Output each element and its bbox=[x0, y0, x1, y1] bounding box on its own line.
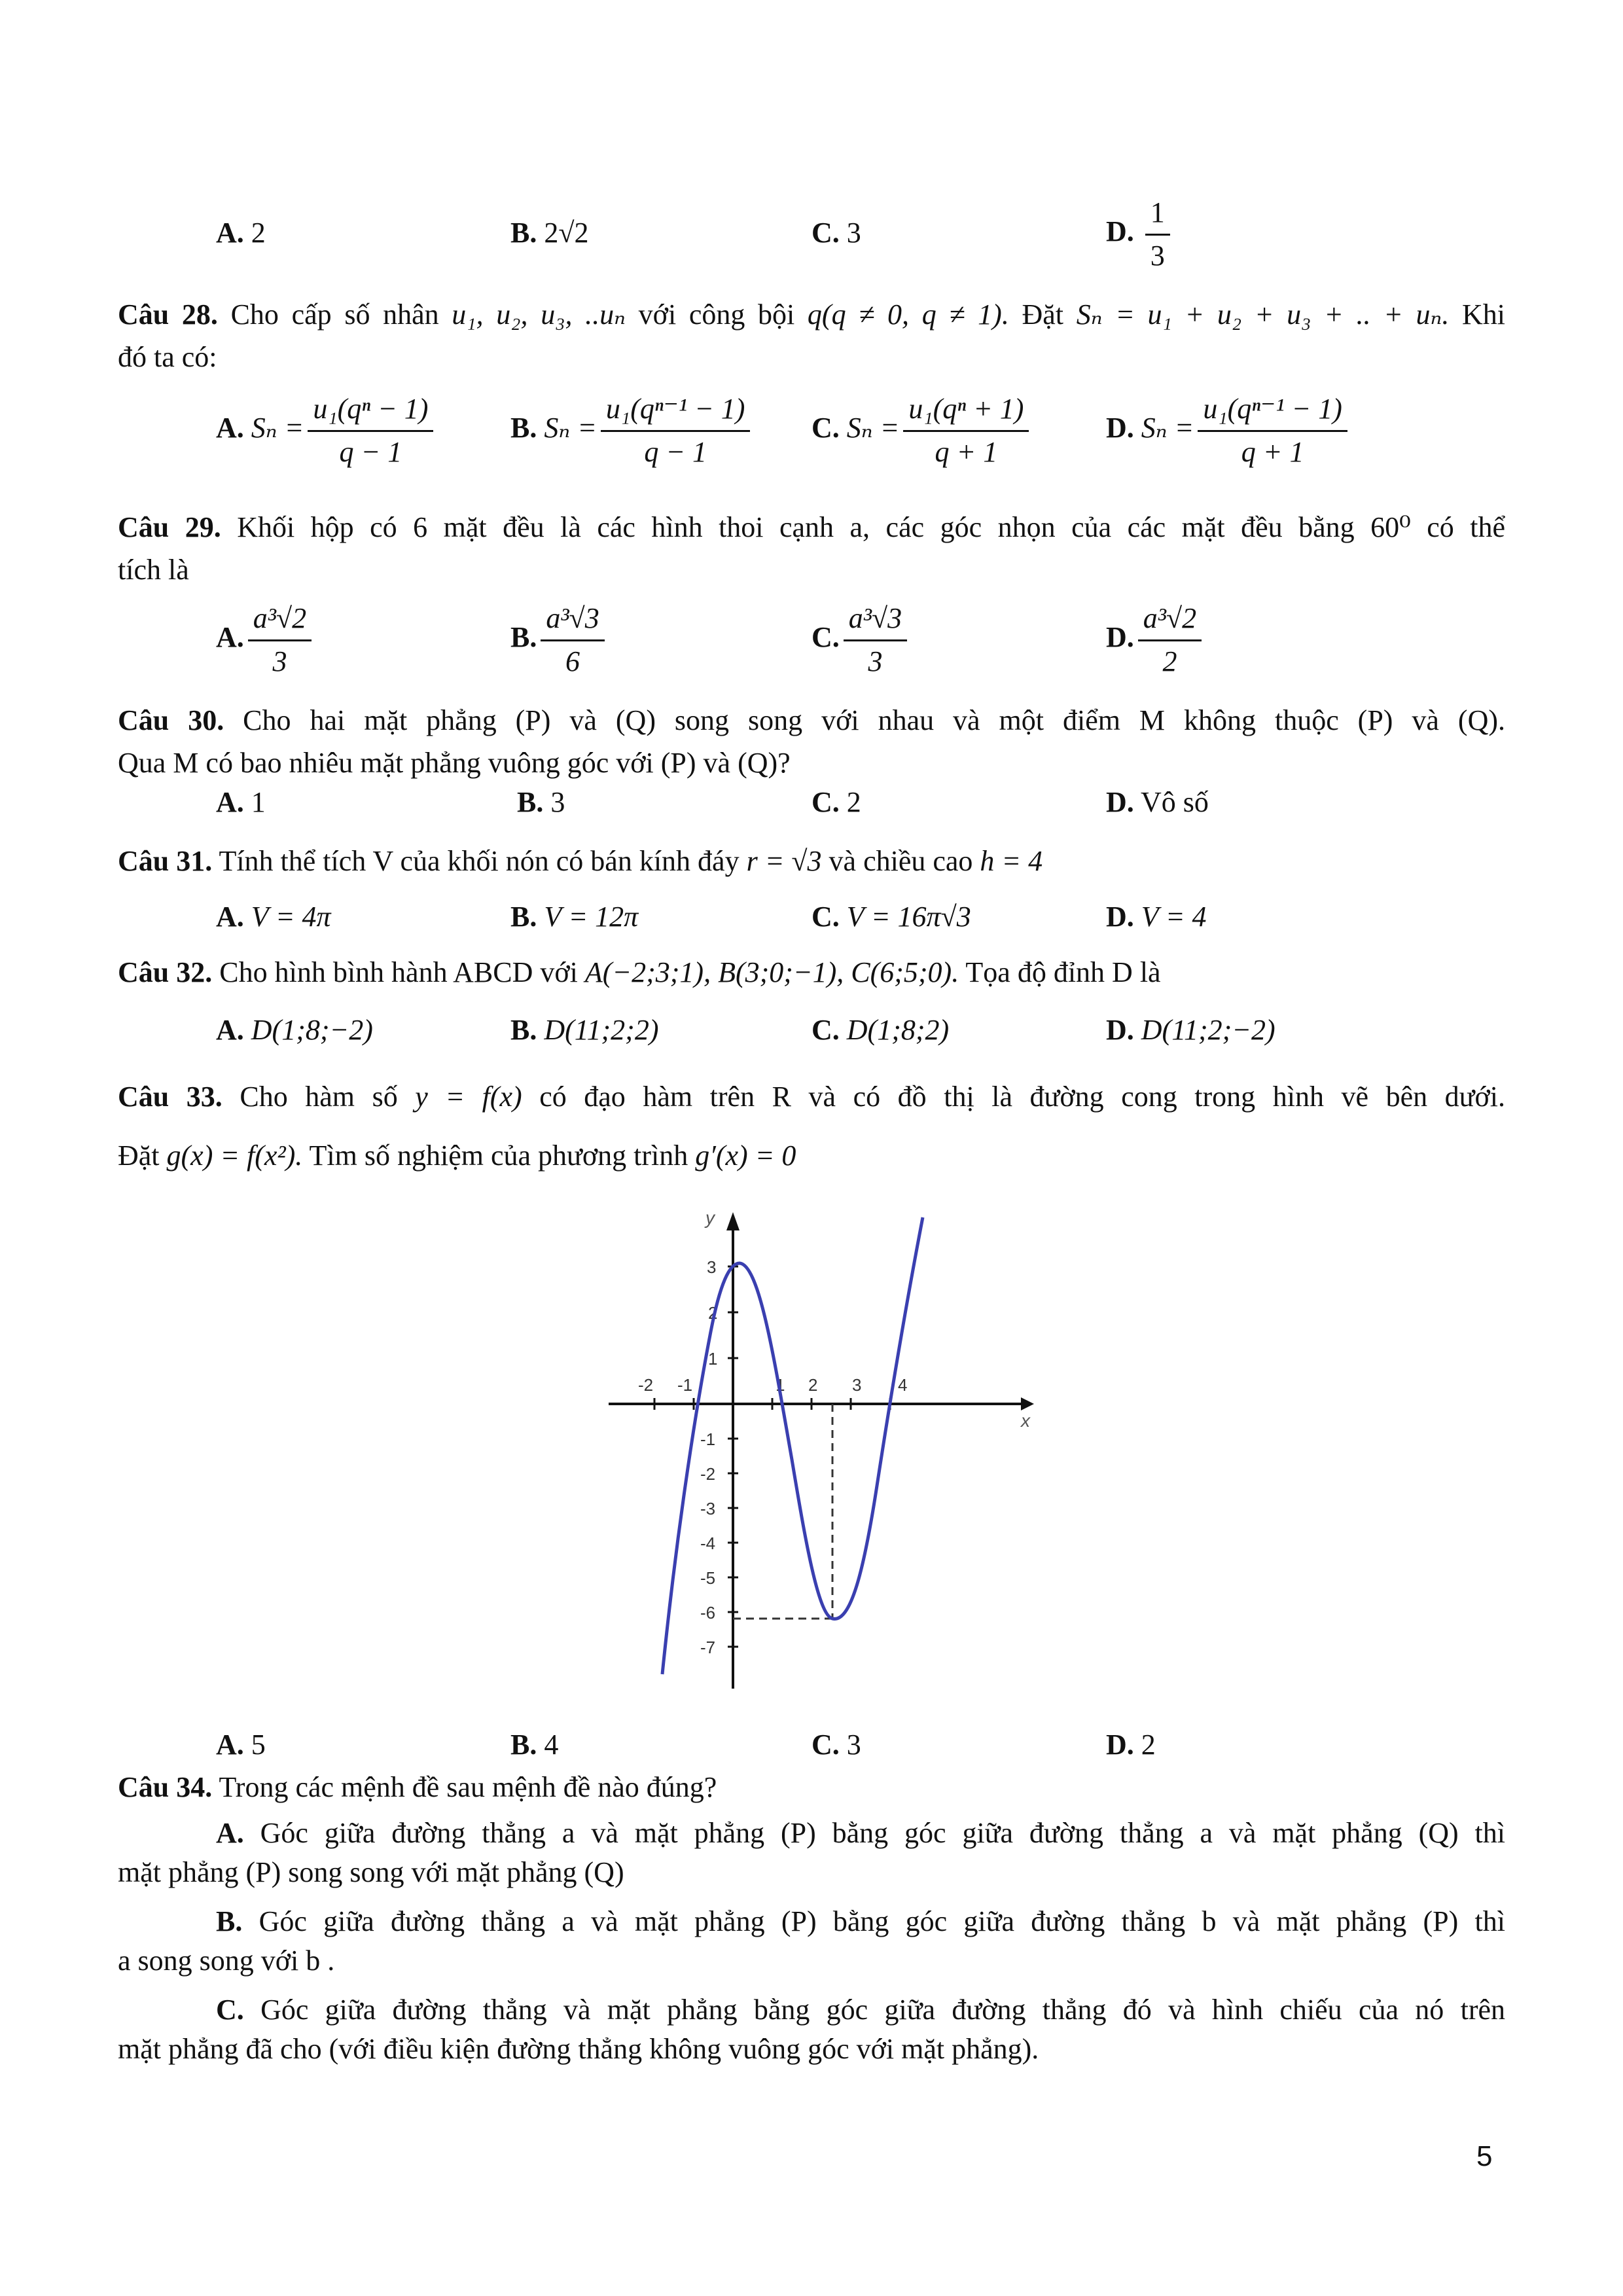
page-number: 5 bbox=[1476, 2140, 1493, 2172]
q30-option-d: D. Vô số bbox=[1106, 786, 1209, 818]
q28-option-b: B. Sₙ = $\frac{\text{u₁(qⁿ⁻¹ − 1)}}{q - 1}$ bbox=[510, 393, 754, 469]
q33-option-b: B. 4 bbox=[510, 1729, 559, 1761]
q31-option-d: D. V = 4 bbox=[1106, 901, 1207, 933]
y-tick-label: 3 bbox=[707, 1257, 717, 1277]
q33-line-1: Câu 33. Cho hàm số y = f(x) có đạo hàm trên R và có đồ thị là đường cong trong hình vẽ bên dưới. bbox=[118, 1081, 1505, 1113]
q28-option-a: A. Sₙ = $\frac{\text{u₁(qⁿ − 1)}}{q - 1}$ bbox=[216, 393, 437, 469]
q30-option-c: C. 2 bbox=[812, 786, 861, 818]
y-tick-label: -3 bbox=[700, 1499, 716, 1518]
y-axis-label: y bbox=[705, 1208, 715, 1228]
q32-option-c: C. D(1;8;2) bbox=[812, 1014, 950, 1046]
q30-option-a: A. 1 bbox=[216, 786, 266, 818]
q29-option-b: B. $\frac{\text{a³√3}}{6}$ bbox=[510, 602, 609, 678]
q31-options bbox=[0, 900, 1623, 959]
q29-option-d: D. $\frac{\text{a³√2}}{2}$ bbox=[1106, 602, 1205, 678]
q34-line-1: Câu 34. Trong các mệnh đề sau mệnh đề nào đúng? bbox=[118, 1771, 717, 1803]
q34-option-b-line-2: a song song với b . bbox=[118, 1945, 335, 1977]
q31-line-1: Câu 31. Tính thể tích V của khối nón có bán kính đáy r = √3 và chiều cao h = 4 bbox=[118, 845, 1043, 877]
y-tick-label: 1 bbox=[708, 1349, 718, 1369]
q30-number: Câu 30. bbox=[118, 704, 224, 736]
q27-option-a: A. 2 bbox=[216, 217, 266, 249]
q33-option-c: C. 3 bbox=[812, 1729, 861, 1761]
q28-number: Câu 28. bbox=[118, 298, 218, 331]
x-tick-label: 2 bbox=[808, 1375, 818, 1395]
y-tick-label: -1 bbox=[700, 1429, 716, 1449]
q34-number: Câu 34. bbox=[118, 1771, 213, 1803]
q27-options bbox=[0, 196, 1623, 272]
q28-option-d: D. Sₙ = $\frac{\text{u₁(qⁿ⁻¹ − 1)}}{q + 1}$ bbox=[1106, 393, 1351, 469]
x-axis-label: x bbox=[1021, 1410, 1030, 1431]
x-tick-label: 3 bbox=[852, 1375, 862, 1395]
q28-line-2: đó ta có: bbox=[118, 341, 217, 373]
y-tick-label: -6 bbox=[700, 1603, 716, 1623]
q32-line-1: Câu 32. Cho hình bình hành ABCD với A(−2;3;1), B(3;0;−1), C(6;5;0). Tọa độ đỉnh D là bbox=[118, 956, 1161, 988]
y-tick-label: -4 bbox=[700, 1534, 716, 1553]
q30-option-b: B. 3 bbox=[517, 786, 565, 818]
q31-option-b: B. V = 12π bbox=[510, 901, 639, 933]
q34-option-c-line-2: mặt phẳng đã cho (với điều kiện đường thẳng không vuông góc với mặt phẳng). bbox=[118, 2033, 1039, 2065]
q33-line-2: Đặt g(x) = f(x²). Tìm số nghiệm của phương trình g′(x) = 0 bbox=[118, 1139, 796, 1172]
x-tick-labels bbox=[638, 1375, 907, 1395]
y-tick-label: -2 bbox=[700, 1464, 716, 1484]
y-tick-label: -5 bbox=[700, 1568, 716, 1588]
q28-options bbox=[0, 393, 1623, 491]
x-axis-arrow bbox=[1021, 1397, 1034, 1410]
q29-option-c: C. $\frac{\text{a³√3}}{3}$ bbox=[812, 602, 911, 678]
y-tick-label: -7 bbox=[700, 1638, 716, 1657]
q33-function-graph bbox=[602, 1204, 1047, 1702]
x-tick-label: 1 bbox=[776, 1375, 785, 1395]
q27-option-b: B. 2√2 bbox=[510, 217, 589, 249]
q30-line-1: Câu 30. Cho hai mặt phẳng (P) và (Q) song song với nhau và một điểm M không thuộc (P) và (Q). bbox=[118, 704, 1505, 736]
q30-line-2: Qua M có bao nhiêu mặt phẳng vuông góc với (P) và (Q)? bbox=[118, 747, 791, 779]
q28-line-1: Câu 28. Cho cấp số nhân u₁, u₂, u₃, ..uₙ với công bội q(q ≠ 0, q ≠ 1). Đặt Sₙ = u₁ + u₂ + u₃ + .. + uₙ. Khi bbox=[118, 298, 1506, 331]
q34-option-b-line-1: B. Góc giữa đường thẳng a và mặt phẳng (P) bằng góc giữa đường thẳng b và mặt phẳng (P) thì bbox=[216, 1905, 1505, 1937]
q32-number: Câu 32. bbox=[118, 956, 213, 988]
q32-option-a: A. D(1;8;−2) bbox=[216, 1014, 373, 1046]
x-tick-label: -1 bbox=[677, 1375, 693, 1395]
q31-option-c: C. V = 16π√3 bbox=[812, 901, 971, 933]
x-tick-label: -2 bbox=[638, 1375, 654, 1395]
q28-option-c: C. Sₙ = $\frac{\text{u₁(qⁿ + 1)}}{q + 1}$ bbox=[812, 393, 1033, 469]
q27-option-c: C. 3 bbox=[812, 217, 861, 249]
q31-option-a: A. V = 4π bbox=[216, 901, 331, 933]
q33-option-a: A. 5 bbox=[216, 1729, 266, 1761]
q32-option-d: D. D(11;2;−2) bbox=[1106, 1014, 1275, 1046]
q34-option-a-line-1: A. Góc giữa đường thẳng a và mặt phẳng (P) bằng góc giữa đường thẳng a và mặt phẳng (Q) thì bbox=[216, 1817, 1505, 1849]
q27-option-d: D. $\frac{1}{3}$ bbox=[1106, 196, 1174, 272]
q29-options bbox=[0, 602, 1623, 700]
q29-option-a: A. $\frac{\text{a³√2}}{3}$ bbox=[216, 602, 315, 678]
q34-option-a-line-2: mặt phẳng (P) song song với mặt phẳng (Q) bbox=[118, 1856, 624, 1888]
q30-options bbox=[0, 785, 1623, 844]
y-tick-label: 2 bbox=[708, 1303, 718, 1323]
q33-number: Câu 33. bbox=[118, 1081, 223, 1113]
q32-option-b: B. D(11;2;2) bbox=[510, 1014, 659, 1046]
q31-number: Câu 31. bbox=[118, 845, 213, 877]
x-tick-label: 4 bbox=[898, 1375, 908, 1395]
q32-options bbox=[0, 1013, 1623, 1072]
y-axis-arrow bbox=[726, 1212, 740, 1230]
q29-line-1: Câu 29. Khối hộp có 6 mặt đều là các hình thoi cạnh a, các góc nhọn của các mặt đều bằng 60⁰ có thể bbox=[118, 511, 1505, 543]
q34-option-c-line-1: C. Góc giữa đường thẳng và mặt phẳng bằng góc giữa đường thẳng đó và hình chiếu của nó trên bbox=[216, 1994, 1505, 2026]
q29-line-2: tích là bbox=[118, 554, 189, 586]
q33-option-d: D. 2 bbox=[1106, 1729, 1156, 1761]
q29-number: Câu 29. bbox=[118, 511, 221, 543]
